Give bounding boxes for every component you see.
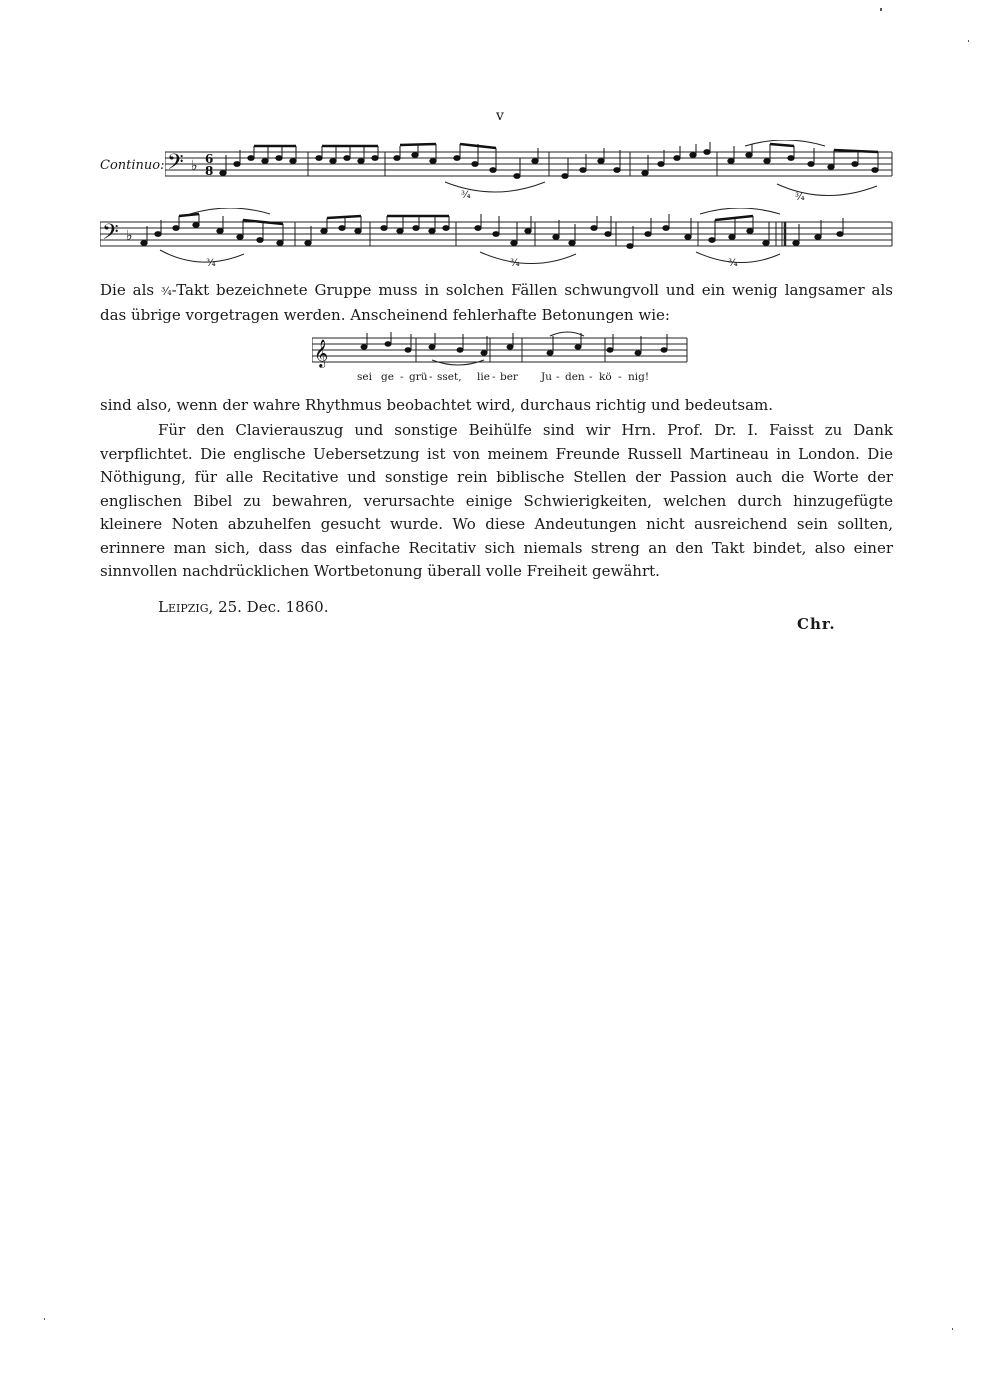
lyric-12: den bbox=[565, 371, 585, 383]
paragraph-1-rest: -Takt bezeichnete Gruppe muss in solchen Fällen schwungvoll und ein wenig langsamer als das übrige vorgetragen werden. Anscheinend fehlerhafte Betonungen wie: bbox=[100, 281, 893, 324]
paragraph-1 bbox=[100, 279, 893, 327]
lyric-4: grü bbox=[409, 371, 428, 383]
margin-speck-2 bbox=[968, 40, 969, 42]
place-name: Leipzig, bbox=[158, 598, 214, 616]
notes-staff-2 bbox=[141, 214, 843, 248]
group-marker-1: ³⁄₄ bbox=[461, 190, 471, 201]
lyric-10: Ju bbox=[541, 371, 552, 383]
time-sig-bottom: 8 bbox=[205, 164, 214, 178]
flat-2: ♭ bbox=[126, 228, 133, 244]
group-marker-5: ³⁄₄ bbox=[728, 258, 738, 269]
lyric-8: - bbox=[492, 371, 496, 383]
lyric-2: ge bbox=[381, 371, 394, 383]
date-text: 25. Dec. 1860. bbox=[218, 598, 329, 616]
signature: Chr. bbox=[797, 615, 836, 633]
lyric-16: nig! bbox=[628, 371, 650, 383]
lyric-6: sset, bbox=[437, 371, 462, 383]
page-number: v bbox=[496, 108, 504, 124]
time-sig-top: 6 bbox=[205, 152, 214, 166]
group-marker-3: ³⁄₄ bbox=[206, 258, 216, 269]
continuo-label: Continuo: bbox=[100, 158, 165, 173]
music-staff-2 bbox=[100, 208, 895, 280]
place-date-line bbox=[158, 598, 328, 616]
paragraph-1-start: Die als bbox=[100, 281, 155, 299]
time-fraction: ³⁄₄ bbox=[161, 285, 172, 298]
lyric-11: - bbox=[556, 371, 560, 383]
lyric-3: - bbox=[400, 371, 404, 383]
lyric-9: ber bbox=[500, 371, 518, 383]
paragraph-3: Für den Clavierauszug und sonstige Beihülfe sind wir Hrn. Prof. Dr. I. Faisst zu Dank verpflichtet. Die englische Uebersetzung ist von meinem Freunde Russell Martineau in London. Die Nöthigung, für alle Recitative und sonstige rein biblische Stellen der Passion auch die Worte der englischen Bibel zu bewahren, verursachte einige Schwierigkeiten, welchen durch hinzugefügte kleinere Noten abzuhelfen gesucht wurde. Wo diese Andeutungen nicht ausreichend sein sollten, erinnere man sich, dass das einfache Recitativ sich niemals streng an den Takt bindet, also einer sinnvollen nachdrücklichen Wortbetonung überall volle Freiheit gewährt. bbox=[100, 421, 893, 580]
bass-clef-2: 𝄢 bbox=[102, 220, 119, 250]
music-staff-example bbox=[312, 330, 690, 372]
lyric-15: - bbox=[618, 371, 622, 383]
margin-speck-3 bbox=[44, 1318, 45, 1320]
treble-clef: 𝄞 bbox=[314, 339, 329, 367]
group-marker-4: ³⁄₄ bbox=[510, 258, 520, 269]
paragraph-2: sind also, wenn der wahre Rhythmus beobachtet wird, durchaus richtig und bedeutsam. bbox=[100, 396, 774, 414]
margin-speck-4 bbox=[952, 1328, 953, 1330]
margin-speck-1 bbox=[880, 8, 882, 11]
group-marker-2: ³⁄₄ bbox=[795, 192, 805, 203]
bass-clef-1: 𝄢 bbox=[167, 150, 184, 180]
flat-1: ♭ bbox=[191, 158, 198, 174]
lyric-14: kö bbox=[599, 371, 612, 383]
lyric-13: - bbox=[589, 371, 593, 383]
lyric-7: lie bbox=[477, 371, 490, 383]
music-staff-1 bbox=[165, 140, 895, 210]
lyric-5: - bbox=[429, 371, 433, 383]
lyric-1: sei bbox=[357, 371, 372, 383]
